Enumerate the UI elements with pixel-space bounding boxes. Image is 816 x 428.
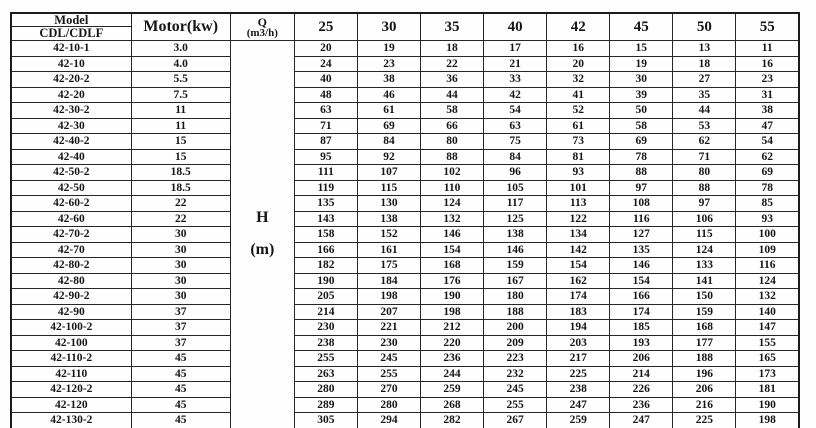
motor-cell: 45	[131, 366, 230, 382]
head-value-cell: 220	[421, 335, 484, 351]
head-value-cell: 236	[610, 397, 673, 413]
motor-cell: 45	[131, 351, 230, 367]
head-value-cell: 108	[610, 196, 673, 212]
head-value-cell: 35	[673, 87, 736, 103]
head-value-cell: 206	[673, 382, 736, 398]
head-value-cell: 42	[484, 87, 547, 103]
header-row-1	[11, 13, 799, 27]
head-value-cell: 107	[357, 165, 420, 181]
head-unit-cell	[230, 41, 294, 428]
head-value-cell: 133	[673, 258, 736, 274]
head-value-cell: 247	[547, 397, 610, 413]
table-row	[11, 87, 799, 103]
head-value-cell: 146	[610, 258, 673, 274]
model-cell: 42-10-1	[11, 41, 131, 57]
head-value-cell: 31	[736, 87, 799, 103]
table-row	[11, 56, 799, 72]
head-value-cell: 71	[294, 118, 357, 134]
head-value-cell: 127	[610, 227, 673, 243]
head-value-cell: 116	[736, 258, 799, 274]
head-value-cell: 105	[484, 180, 547, 196]
head-value-cell: 294	[357, 413, 420, 428]
flow-column-header: 40	[484, 13, 547, 41]
motor-cell: 30	[131, 273, 230, 289]
head-value-cell: 20	[294, 41, 357, 57]
table-row	[11, 242, 799, 258]
head-value-cell: 23	[357, 56, 420, 72]
motor-cell: 15	[131, 149, 230, 165]
head-value-cell: 115	[357, 180, 420, 196]
head-value-cell: 38	[357, 72, 420, 88]
head-value-cell: 244	[421, 366, 484, 382]
head-value-cell: 58	[610, 118, 673, 134]
flow-column-header: 42	[547, 13, 610, 41]
head-value-cell: 16	[547, 41, 610, 57]
head-value-cell: 44	[673, 103, 736, 119]
head-value-cell: 20	[547, 56, 610, 72]
head-value-cell: 27	[673, 72, 736, 88]
head-value-cell: 180	[484, 289, 547, 305]
head-value-cell: 69	[736, 165, 799, 181]
table-row	[11, 211, 799, 227]
head-value-cell: 47	[736, 118, 799, 134]
head-value-cell: 132	[736, 289, 799, 305]
flow-column-header: 45	[610, 13, 673, 41]
head-value-cell: 54	[736, 134, 799, 150]
head-value-cell: 147	[736, 320, 799, 336]
head-value-cell: 61	[357, 103, 420, 119]
head-value-cell: 88	[673, 180, 736, 196]
head-value-cell: 245	[357, 351, 420, 367]
head-value-cell: 38	[736, 103, 799, 119]
head-value-cell: 238	[547, 382, 610, 398]
head-value-cell: 71	[673, 149, 736, 165]
pump-table-body	[11, 41, 799, 428]
flow-column-header: 35	[421, 13, 484, 41]
head-value-cell: 263	[294, 366, 357, 382]
table-row	[11, 72, 799, 88]
head-value-cell: 247	[610, 413, 673, 428]
head-value-cell: 152	[357, 227, 420, 243]
head-value-cell: 140	[736, 304, 799, 320]
head-value-cell: 305	[294, 413, 357, 428]
flow-unit: (m3/h)	[246, 26, 278, 39]
head-value-cell: 110	[421, 180, 484, 196]
model-header: Model	[11, 13, 131, 27]
model-cell: 42-30-2	[11, 103, 131, 119]
table-row	[11, 273, 799, 289]
model-cell: 42-30	[11, 118, 131, 134]
head-value-cell: 106	[673, 211, 736, 227]
head-value-cell: 150	[673, 289, 736, 305]
head-value-cell: 78	[610, 149, 673, 165]
head-value-cell: 19	[357, 41, 420, 57]
head-value-cell: 205	[294, 289, 357, 305]
head-value-cell: 255	[357, 366, 420, 382]
head-value-cell: 58	[421, 103, 484, 119]
motor-cell: 15	[131, 134, 230, 150]
head-value-cell: 280	[294, 382, 357, 398]
head-value-cell: 54	[484, 103, 547, 119]
head-value-cell: 134	[547, 227, 610, 243]
motor-cell: 7.5	[131, 87, 230, 103]
model-cell: 42-100	[11, 335, 131, 351]
table-row	[11, 258, 799, 274]
head-value-cell: 80	[421, 134, 484, 150]
head-value-cell: 40	[294, 72, 357, 88]
head-value-cell: 167	[484, 273, 547, 289]
head-value-cell: 206	[610, 351, 673, 367]
head-value-cell: 158	[294, 227, 357, 243]
motor-cell: 30	[131, 227, 230, 243]
model-cell: 42-110-2	[11, 351, 131, 367]
model-cell: 42-130-2	[11, 413, 131, 428]
head-value-cell: 69	[610, 134, 673, 150]
head-value-cell: 61	[547, 118, 610, 134]
motor-cell: 37	[131, 304, 230, 320]
head-value-cell: 135	[294, 196, 357, 212]
head-value-cell: 282	[421, 413, 484, 428]
head-value-cell: 155	[736, 335, 799, 351]
motor-cell: 37	[131, 320, 230, 336]
head-value-cell: 225	[547, 366, 610, 382]
model-cell: 42-40	[11, 149, 131, 165]
head-value-cell: 165	[736, 351, 799, 367]
head-value-cell: 138	[484, 227, 547, 243]
model-cell: 42-120	[11, 397, 131, 413]
head-value-cell: 214	[610, 366, 673, 382]
head-value-cell: 209	[484, 335, 547, 351]
model-cell: 42-40-2	[11, 134, 131, 150]
motor-cell: 45	[131, 397, 230, 413]
motor-cell: 22	[131, 196, 230, 212]
head-value-cell: 18	[673, 56, 736, 72]
head-value-cell: 198	[357, 289, 420, 305]
motor-cell: 30	[131, 258, 230, 274]
head-value-cell: 109	[736, 242, 799, 258]
head-value-cell: 97	[673, 196, 736, 212]
motor-cell: 18.5	[131, 180, 230, 196]
table-row	[11, 118, 799, 134]
head-value-cell: 142	[547, 242, 610, 258]
flow-column-header: 30	[357, 13, 420, 41]
model-cell: 42-70	[11, 242, 131, 258]
table-row	[11, 180, 799, 196]
head-value-cell: 84	[484, 149, 547, 165]
head-value-cell: 174	[610, 304, 673, 320]
head-value-cell: 93	[736, 211, 799, 227]
head-value-cell: 132	[421, 211, 484, 227]
head-value-cell: 226	[610, 382, 673, 398]
head-value-cell: 17	[484, 41, 547, 57]
head-value-cell: 125	[484, 211, 547, 227]
head-value-cell: 62	[736, 149, 799, 165]
head-value-cell: 230	[357, 335, 420, 351]
motor-cell: 11	[131, 118, 230, 134]
model-cell: 42-60-2	[11, 196, 131, 212]
head-value-cell: 23	[736, 72, 799, 88]
head-value-cell: 193	[610, 335, 673, 351]
head-value-cell: 22	[421, 56, 484, 72]
head-value-cell: 81	[547, 149, 610, 165]
table-row	[11, 413, 799, 428]
head-value-cell: 259	[421, 382, 484, 398]
table-row	[11, 134, 799, 150]
head-value-cell: 124	[673, 242, 736, 258]
head-value-cell: 92	[357, 149, 420, 165]
head-value-cell: 255	[294, 351, 357, 367]
head-value-cell: 13	[673, 41, 736, 57]
head-value-cell: 115	[673, 227, 736, 243]
head-value-cell: 73	[547, 134, 610, 150]
model-cell: 42-100-2	[11, 320, 131, 336]
head-value-cell: 15	[610, 41, 673, 57]
head-value-cell: 97	[610, 180, 673, 196]
head-value-cell: 18	[421, 41, 484, 57]
head-value-cell: 32	[547, 72, 610, 88]
motor-cell: 3.0	[131, 41, 230, 57]
motor-cell: 45	[131, 382, 230, 398]
flow-symbol: Q	[257, 14, 267, 29]
head-value-cell: 154	[610, 273, 673, 289]
head-value-cell: 63	[484, 118, 547, 134]
head-value-cell: 146	[421, 227, 484, 243]
flow-column-header: 55	[736, 13, 799, 41]
table-row	[11, 304, 799, 320]
head-value-cell: 166	[610, 289, 673, 305]
table-row	[11, 366, 799, 382]
head-value-cell: 200	[484, 320, 547, 336]
table-row	[11, 289, 799, 305]
head-value-cell: 268	[421, 397, 484, 413]
head-value-cell: 85	[736, 196, 799, 212]
head-value-cell: 182	[294, 258, 357, 274]
head-value-cell: 24	[294, 56, 357, 72]
model-cell: 42-10	[11, 56, 131, 72]
table-row	[11, 397, 799, 413]
motor-cell: 18.5	[131, 165, 230, 181]
head-value-cell: 50	[610, 103, 673, 119]
table-row	[11, 103, 799, 119]
head-value-cell: 176	[421, 273, 484, 289]
head-value-cell: 66	[421, 118, 484, 134]
head-value-cell: 53	[673, 118, 736, 134]
head-value-cell: 203	[547, 335, 610, 351]
head-value-cell: 190	[294, 273, 357, 289]
head-value-cell: 119	[294, 180, 357, 196]
head-value-cell: 185	[610, 320, 673, 336]
head-value-cell: 245	[484, 382, 547, 398]
head-value-cell: 138	[357, 211, 420, 227]
head-value-cell: 154	[547, 258, 610, 274]
model-cell: 42-50	[11, 180, 131, 196]
head-value-cell: 52	[547, 103, 610, 119]
motor-cell: 11	[131, 103, 230, 119]
head-value-cell: 116	[610, 211, 673, 227]
head-value-cell: 212	[421, 320, 484, 336]
head-value-cell: 188	[673, 351, 736, 367]
head-value-cell: 124	[736, 273, 799, 289]
head-value-cell: 100	[736, 227, 799, 243]
table-row	[11, 165, 799, 181]
head-value-cell: 159	[673, 304, 736, 320]
head-value-cell: 84	[357, 134, 420, 150]
head-value-cell: 33	[484, 72, 547, 88]
head-value-cell: 177	[673, 335, 736, 351]
head-value-cell: 44	[421, 87, 484, 103]
model-cell: 42-50-2	[11, 165, 131, 181]
pump-performance-table	[10, 12, 800, 428]
head-value-cell: 141	[673, 273, 736, 289]
head-value-cell: 225	[673, 413, 736, 428]
head-value-cell: 96	[484, 165, 547, 181]
table-row	[11, 351, 799, 367]
head-value-cell: 122	[547, 211, 610, 227]
head-value-cell: 161	[357, 242, 420, 258]
head-value-cell: 80	[673, 165, 736, 181]
head-value-cell: 255	[484, 397, 547, 413]
head-value-cell: 214	[294, 304, 357, 320]
head-value-cell: 16	[736, 56, 799, 72]
head-value-cell: 175	[357, 258, 420, 274]
head-symbol: H	[256, 209, 269, 227]
head-value-cell: 159	[484, 258, 547, 274]
motor-cell: 5.5	[131, 72, 230, 88]
head-value-cell: 69	[357, 118, 420, 134]
head-value-cell: 36	[421, 72, 484, 88]
head-value-cell: 154	[421, 242, 484, 258]
head-value-cell: 190	[736, 397, 799, 413]
head-value-cell: 41	[547, 87, 610, 103]
head-value-cell: 238	[294, 335, 357, 351]
model-cell: 42-80-2	[11, 258, 131, 274]
head-value-cell: 19	[610, 56, 673, 72]
head-value-cell: 75	[484, 134, 547, 150]
head-value-cell: 88	[610, 165, 673, 181]
table-row	[11, 196, 799, 212]
head-value-cell: 223	[484, 351, 547, 367]
motor-cell: 37	[131, 335, 230, 351]
head-value-cell: 166	[294, 242, 357, 258]
head-value-cell: 183	[547, 304, 610, 320]
head-value-cell: 63	[294, 103, 357, 119]
model-cell: 42-90-2	[11, 289, 131, 305]
head-value-cell: 184	[357, 273, 420, 289]
head-value-cell: 102	[421, 165, 484, 181]
flow-column-header: 25	[294, 13, 357, 41]
table-row	[11, 41, 799, 57]
head-value-cell: 289	[294, 397, 357, 413]
head-value-cell: 101	[547, 180, 610, 196]
model-cell: 42-70-2	[11, 227, 131, 243]
head-value-cell: 113	[547, 196, 610, 212]
motor-cell: 30	[131, 289, 230, 305]
head-value-cell: 221	[357, 320, 420, 336]
head-value-cell: 130	[357, 196, 420, 212]
head-value-cell: 117	[484, 196, 547, 212]
head-value-cell: 267	[484, 413, 547, 428]
table-row	[11, 320, 799, 336]
head-value-cell: 143	[294, 211, 357, 227]
head-value-cell: 30	[610, 72, 673, 88]
head-value-cell: 217	[547, 351, 610, 367]
head-value-cell: 78	[736, 180, 799, 196]
motor-cell: 22	[131, 211, 230, 227]
head-value-cell: 146	[484, 242, 547, 258]
head-value-cell: 194	[547, 320, 610, 336]
flow-column-header: 50	[673, 13, 736, 41]
head-value-cell: 188	[484, 304, 547, 320]
table-row	[11, 149, 799, 165]
head-value-cell: 135	[610, 242, 673, 258]
model-series-header: CDL/CDLF	[11, 27, 131, 41]
head-value-cell: 190	[421, 289, 484, 305]
head-value-cell: 93	[547, 165, 610, 181]
head-value-cell: 198	[421, 304, 484, 320]
head-value-cell: 259	[547, 413, 610, 428]
head-value-cell: 173	[736, 366, 799, 382]
head-value-cell: 124	[421, 196, 484, 212]
motor-cell: 4.0	[131, 56, 230, 72]
head-value-cell: 48	[294, 87, 357, 103]
model-cell: 42-90	[11, 304, 131, 320]
model-cell: 42-60	[11, 211, 131, 227]
model-cell: 42-110	[11, 366, 131, 382]
head-value-cell: 162	[547, 273, 610, 289]
head-value-cell: 11	[736, 41, 799, 57]
head-value-cell: 62	[673, 134, 736, 150]
head-value-cell: 207	[357, 304, 420, 320]
head-value-cell: 39	[610, 87, 673, 103]
head-unit: (m)	[250, 241, 275, 259]
head-value-cell: 232	[484, 366, 547, 382]
table-header	[11, 13, 799, 41]
model-cell: 42-120-2	[11, 382, 131, 398]
table-row	[11, 227, 799, 243]
head-value-cell: 230	[294, 320, 357, 336]
head-value-cell: 168	[673, 320, 736, 336]
head-value-cell: 95	[294, 149, 357, 165]
head-value-cell: 236	[421, 351, 484, 367]
head-value-cell: 181	[736, 382, 799, 398]
head-value-cell: 88	[421, 149, 484, 165]
head-value-cell: 280	[357, 397, 420, 413]
head-value-cell: 21	[484, 56, 547, 72]
flow-header	[230, 13, 294, 41]
model-cell: 42-20	[11, 87, 131, 103]
head-value-cell: 198	[736, 413, 799, 428]
table-row	[11, 382, 799, 398]
head-value-cell: 87	[294, 134, 357, 150]
head-value-cell: 168	[421, 258, 484, 274]
motor-header: Motor(kw)	[131, 13, 230, 41]
head-value-cell: 174	[547, 289, 610, 305]
head-value-cell: 111	[294, 165, 357, 181]
model-cell: 42-20-2	[11, 72, 131, 88]
head-value-cell: 270	[357, 382, 420, 398]
table-row	[11, 335, 799, 351]
motor-cell: 45	[131, 413, 230, 428]
model-cell: 42-80	[11, 273, 131, 289]
motor-cell: 30	[131, 242, 230, 258]
head-value-cell: 196	[673, 366, 736, 382]
head-value-cell: 216	[673, 397, 736, 413]
head-value-cell: 46	[357, 87, 420, 103]
